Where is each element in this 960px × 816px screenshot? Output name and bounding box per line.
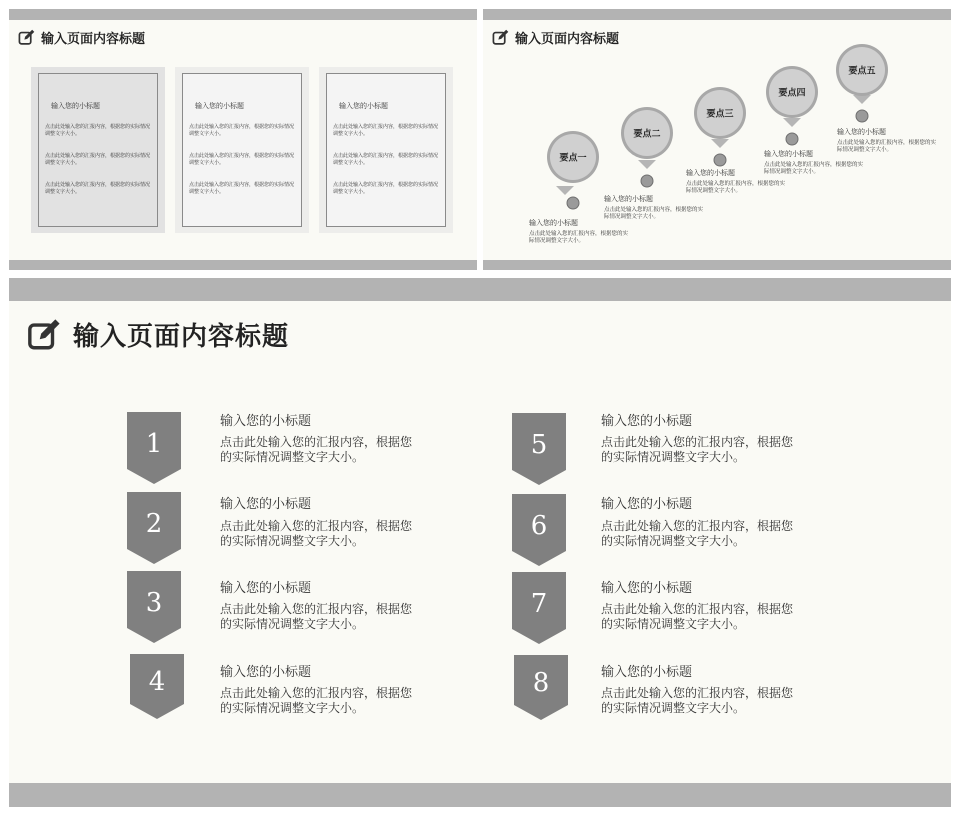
card-subtitle: 输入您的小标题 (195, 102, 244, 110)
step-subtitle: 输入您的小标题 (601, 665, 693, 680)
card-frame (182, 73, 302, 227)
pin-marker (836, 44, 888, 122)
step-body: 点击此处输入您的汇报内容，根据您的实际情况调整文字大小。 (601, 686, 794, 715)
page-title: 输入页面内容标题 (41, 32, 146, 47)
card (319, 67, 453, 233)
bottom-bar (483, 260, 951, 270)
card-subtitle: 输入您的小标题 (339, 102, 388, 110)
step-body: 点击此处输入您的汇报内容，根据您的实际情况调整文字大小。 (220, 686, 413, 715)
step-number: 2 (145, 509, 163, 539)
card-paragraph: 点击此处输入您的汇报内容，根据您的实际情况调整文字大小。 (189, 124, 295, 137)
slide-keypoints (483, 9, 951, 270)
step-subtitle: 输入您的小标题 (220, 665, 312, 680)
step-subtitle: 输入您的小标题 (220, 581, 312, 596)
card-paragraph: 点击此处输入您的汇报内容，根据您的实际情况调整文字大小。 (45, 182, 151, 195)
keypoint-subtitle: 输入您的小标题 (529, 219, 578, 227)
card-paragraph: 点击此处输入您的汇报内容，根据您的实际情况调整文字大小。 (189, 182, 295, 195)
step-subtitle: 输入您的小标题 (601, 497, 693, 512)
step-body: 点击此处输入您的汇报内容，根据您的实际情况调整文字大小。 (220, 519, 413, 548)
top-bar (9, 9, 477, 20)
pin-marker (547, 131, 599, 209)
keypoint-subtitle: 输入您的小标题 (686, 169, 735, 177)
card (31, 67, 165, 233)
card-subtitle: 输入您的小标题 (51, 102, 100, 110)
card-paragraph: 点击此处输入您的汇报内容，根据您的实际情况调整文字大小。 (45, 124, 151, 137)
edit-icon (18, 29, 35, 46)
keypoint-body: 点击此处输入您的汇报内容，根据您的实际情况调整文字大小。 (764, 162, 864, 175)
keypoint-label: 要点四 (778, 88, 806, 99)
step-subtitle: 输入您的小标题 (220, 497, 312, 512)
bottom-bar (9, 260, 477, 270)
card-paragraph: 点击此处输入您的汇报内容，根据您的实际情况调整文字大小。 (333, 182, 439, 195)
step-subtitle: 输入您的小标题 (601, 414, 693, 429)
keypoint-body: 点击此处输入您的汇报内容，根据您的实际情况调整文字大小。 (529, 231, 629, 244)
card-paragraph: 点击此处输入您的汇报内容，根据您的实际情况调整文字大小。 (45, 153, 151, 166)
card-frame (326, 73, 446, 227)
step-subtitle: 输入您的小标题 (220, 414, 312, 429)
keypoint-body: 点击此处输入您的汇报内容，根据您的实际情况调整文字大小。 (837, 140, 937, 153)
slide-steps (9, 278, 951, 807)
page-title: 输入页面内容标题 (73, 322, 290, 352)
step-number: 7 (530, 589, 548, 619)
pin-marker (694, 87, 746, 166)
keypoint-label: 要点二 (633, 129, 661, 140)
slide-header (18, 28, 145, 47)
step-body: 点击此处输入您的汇报内容，根据您的实际情况调整文字大小。 (601, 519, 794, 548)
keypoint-body: 点击此处输入您的汇报内容，根据您的实际情况调整文字大小。 (604, 207, 704, 220)
card-frame (38, 73, 158, 227)
step-number: 6 (530, 511, 548, 541)
keypoint-label: 要点三 (706, 109, 734, 120)
card-paragraph: 点击此处输入您的汇报内容，根据您的实际情况调整文字大小。 (333, 153, 439, 166)
pin-marker (766, 66, 818, 145)
slide-cards (9, 9, 477, 270)
keypoint-subtitle: 输入您的小标题 (764, 150, 813, 158)
step-body: 点击此处输入您的汇报内容，根据您的实际情况调整文字大小。 (601, 435, 794, 464)
card (175, 67, 309, 233)
keypoint-subtitle: 输入您的小标题 (837, 128, 886, 136)
step-badges (9, 278, 951, 807)
keypoint-subtitle: 输入您的小标题 (604, 195, 653, 203)
step-body: 点击此处输入您的汇报内容，根据您的实际情况调整文字大小。 (601, 602, 794, 631)
card-paragraph: 点击此处输入您的汇报内容，根据您的实际情况调整文字大小。 (189, 153, 295, 166)
step-number: 5 (530, 430, 548, 460)
keypoint-label: 要点五 (848, 66, 876, 77)
step-number: 8 (532, 668, 550, 698)
page-title: 输入页面内容标题 (515, 32, 620, 47)
step-number: 1 (145, 429, 163, 459)
keypoint-label: 要点一 (559, 153, 587, 164)
step-body: 点击此处输入您的汇报内容，根据您的实际情况调整文字大小。 (220, 602, 413, 631)
step-number: 3 (145, 588, 163, 618)
card-paragraph: 点击此处输入您的汇报内容，根据您的实际情况调整文字大小。 (333, 124, 439, 137)
bottom-bar (9, 783, 951, 807)
pin-marker (621, 107, 673, 187)
step-number: 4 (148, 667, 166, 697)
step-subtitle: 输入您的小标题 (601, 581, 693, 596)
keypoint-body: 点击此处输入您的汇报内容，根据您的实际情况调整文字大小。 (686, 181, 786, 194)
step-body: 点击此处输入您的汇报内容，根据您的实际情况调整文字大小。 (220, 435, 413, 464)
